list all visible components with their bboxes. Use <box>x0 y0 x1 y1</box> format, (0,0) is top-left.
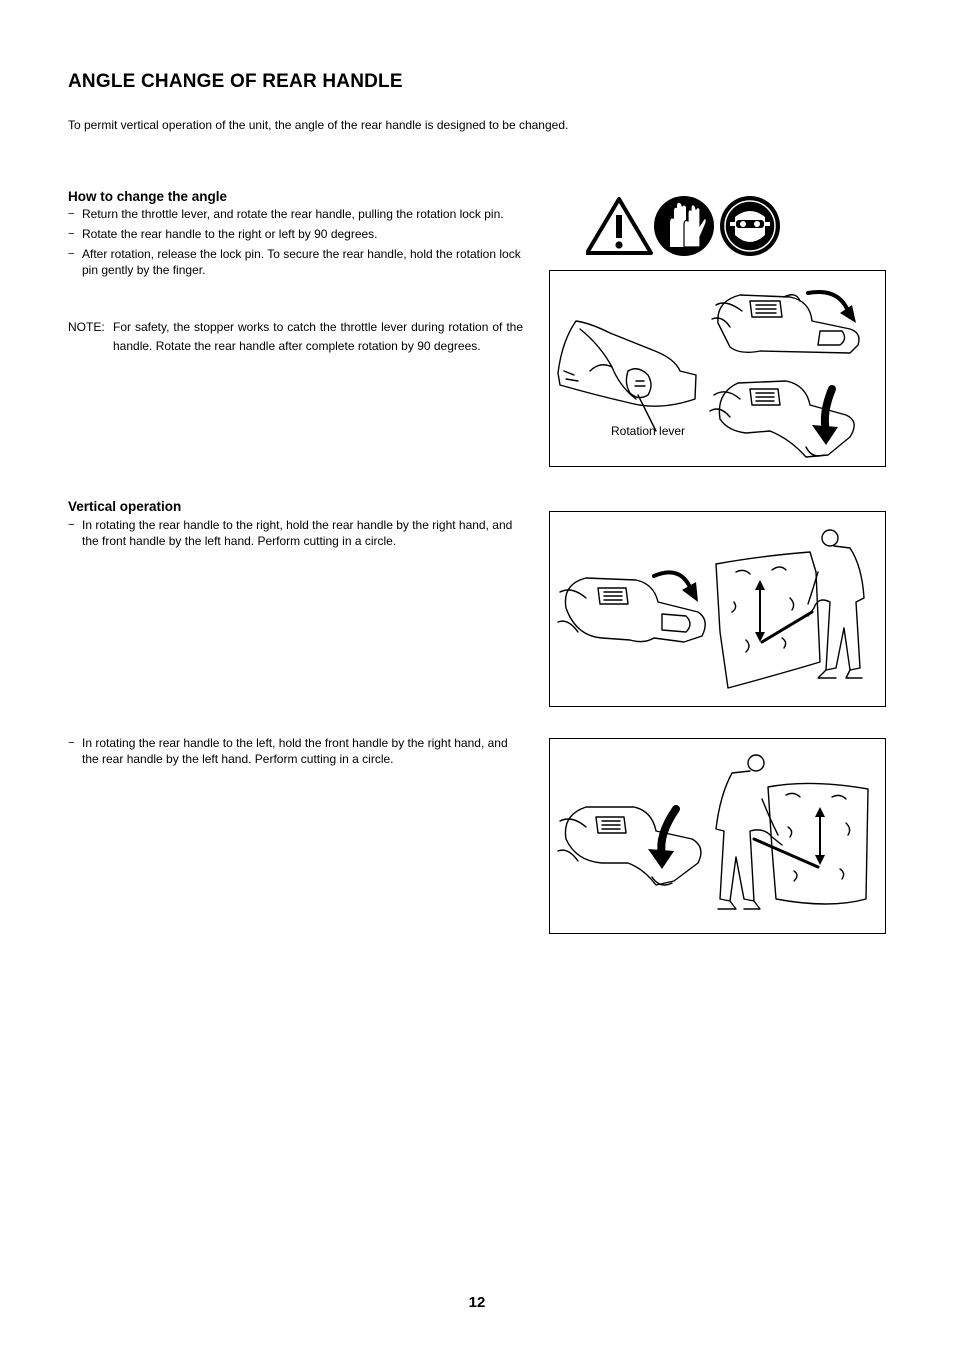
operator-figure-left-illustration <box>716 755 818 909</box>
safety-note <box>68 318 523 355</box>
note-label: NOTE: <box>68 320 105 334</box>
rotate-arrow-left <box>661 809 676 855</box>
warning-icon <box>587 199 651 253</box>
vertical-list-left <box>68 735 523 771</box>
list-item: − In rotating the rear handle to the right, hold the rear handle by the right hand, and the front handle by the left hand. Perform cutting in a circle. <box>68 517 523 549</box>
page-number: 12 <box>468 1294 486 1311</box>
handle-grip-illustration <box>558 321 696 431</box>
intro-text: To permit vertical operation of the unit, the angle of the rear handle is designed to be changed. <box>68 118 569 132</box>
page-title: ANGLE CHANGE OF REAR HANDLE <box>68 71 403 92</box>
list-item: − Rotate the rear handle to the right or left by 90 degrees. <box>68 226 523 242</box>
figure-rotation-lever <box>549 270 886 467</box>
figure-rotate-right <box>549 511 886 707</box>
list-item: − In rotating the rear handle to the left, hold the front handle by the right hand, and the rear handle by the left hand. Perform cutting in a circle. <box>68 735 523 767</box>
operator-figure-illustration <box>762 530 864 678</box>
eye-protection-icon <box>720 196 780 256</box>
rear-handle-left-illustration <box>558 807 701 885</box>
rear-handle-top-illustration <box>712 295 859 353</box>
list-item: − After rotation, release the lock pin. To secure the rear handle, hold the rotation lock pin gently by the finger. <box>68 246 523 278</box>
gloves-icon <box>654 196 714 256</box>
safety-icons <box>586 195 784 262</box>
list-item: − Return the throttle lever, and rotate the rear handle, pulling the rotation lock pin. <box>68 206 523 222</box>
how-to-list <box>68 206 523 282</box>
rotate-arrow-clockwise-head <box>840 305 856 323</box>
note-text: For safety, the stopper works to catch the throttle lever during rotation of the handle. Rotate the rear handle after complete rotation by 90 degrees. <box>113 320 523 353</box>
hedge-wall-illustration <box>716 552 820 688</box>
vertical-list-right <box>68 517 523 553</box>
figure-rotate-left <box>549 738 886 934</box>
rear-handle-right-illustration <box>558 578 705 642</box>
rotation-lever-caption: Rotation lever <box>611 424 686 438</box>
rotate-arrow-down-head <box>812 425 838 445</box>
rotate-arrow-down <box>825 389 832 431</box>
rotate-arrow-left-head <box>648 849 674 869</box>
vertical-heading: Vertical operation <box>68 499 182 514</box>
how-to-heading: How to change the angle <box>68 189 228 204</box>
hedge-wall-left-illustration <box>768 783 868 904</box>
